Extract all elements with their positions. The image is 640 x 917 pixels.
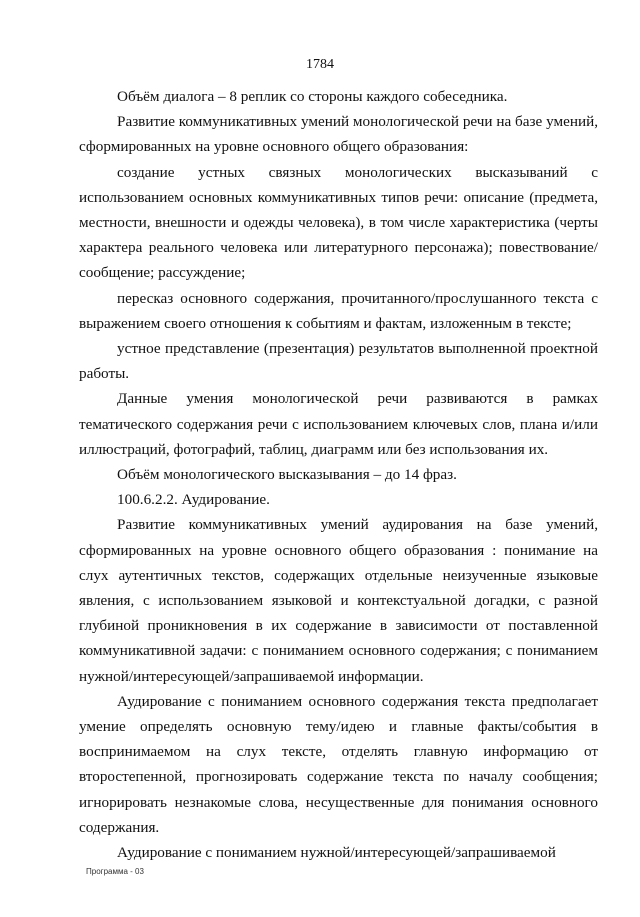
footer-program-label: Программа - 03 xyxy=(86,867,144,876)
paragraph-listening-required-info: Аудирование с пониманием нужной/интересующей/запрашиваемой xyxy=(117,844,556,862)
paragraph-monologue-development: Данные умения монологической речи развиваются в рамках тематического содержания речи с использованием ключевых слов, плана и/или иллюстраций, фотографий, таблиц, диаграмм или без использования их. xyxy=(79,390,598,458)
page-number: 1784 xyxy=(306,57,334,72)
paragraph-project-presentation: устное представление (презентация) результатов выполненной проектной работы. xyxy=(79,340,598,383)
paragraph-listening-main-content: Аудирование с пониманием основного содержания текста предполагает умение определять основную тему/идею и главные факты/события в воспринимаемом на слух тексте, отделять главную информацию от второстепенной, прогнозировать содержание текста по началу сообщения; игнорировать незнакомые слова, несущественные для понимания основного содержания. xyxy=(79,692,598,836)
paragraph-retelling: пересказ основного содержания, прочитанного/прослушанного текста с выражением своего отношения к событиям и фактам, изложенным в тексте; xyxy=(79,289,598,332)
page-body xyxy=(79,84,598,865)
paragraph-dialogue-volume: Объём диалога – 8 реплик со стороны каждого собеседника. xyxy=(117,88,508,105)
paragraph-listening-skills: Развитие коммуникативных умений аудирования на базе умений, сформированных на уровне основного общего образования : понимание на слух аутентичных текстов, содержащих отдельные неизученные языковые явления, с использованием языковой и контекстуальной догадки, с разной глубиной проникновения в их содержание в зависимости от поставленной коммуникативной задачи: с пониманием основного содержания; с пониманием нужной/интересующей/запрашиваемой информации. xyxy=(79,516,598,685)
paragraph-monologue-skills-intro: Развитие коммуникативных умений монологической речи на базе умений, сформированных на уровне основного общего образования: xyxy=(79,113,598,156)
section-heading-listening: 100.6.2.2. Аудирование. xyxy=(117,491,270,509)
paragraph-monologue-creation: создание устных связных монологических высказываний с использованием основных коммуникативных типов речи: описание (предмета, местности, внешности и одежды человека), в том числе характеристика (черты характера реального человека или литературного персонажа); повествование/сообщение; рассуждение; xyxy=(79,163,598,282)
paragraph-monologue-volume: Объём монологического высказывания – до 14 фраз. xyxy=(117,466,457,484)
